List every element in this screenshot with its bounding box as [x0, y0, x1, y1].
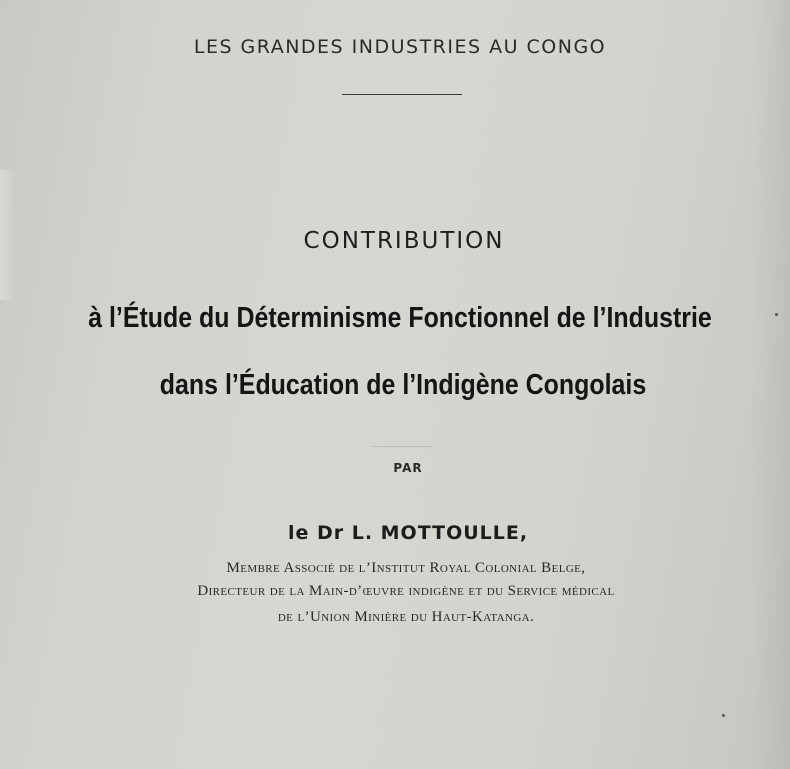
heading-contribution: CONTRIBUTION	[303, 228, 505, 254]
affiliation-line-2: Directeur de la Main-d’œuvre indigène et du Service médical	[197, 583, 615, 599]
paper-speck	[775, 313, 778, 316]
author-name: le Dr L. MOTTOULLE,	[287, 522, 529, 544]
by-label: PAR	[393, 461, 423, 475]
divider-rule	[342, 94, 462, 95]
bleed-through-rule	[372, 446, 432, 447]
affiliation-line-1: Membre Associé de l’Institut Royal Colonial Belge,	[226, 560, 586, 576]
title-line-1: à l’Étude du Déterminisme Fonctionnel de l’Industrie	[88, 302, 712, 334]
affiliation-line-3: de l’Union Minière du Haut-Katanga.	[277, 609, 535, 625]
series-title: LES GRANDES INDUSTRIES AU CONGO	[193, 36, 607, 58]
page-shadow	[750, 0, 790, 769]
paper-speck	[722, 714, 725, 717]
title-line-2: dans l’Éducation de l’Indigène Congolais	[159, 369, 647, 401]
